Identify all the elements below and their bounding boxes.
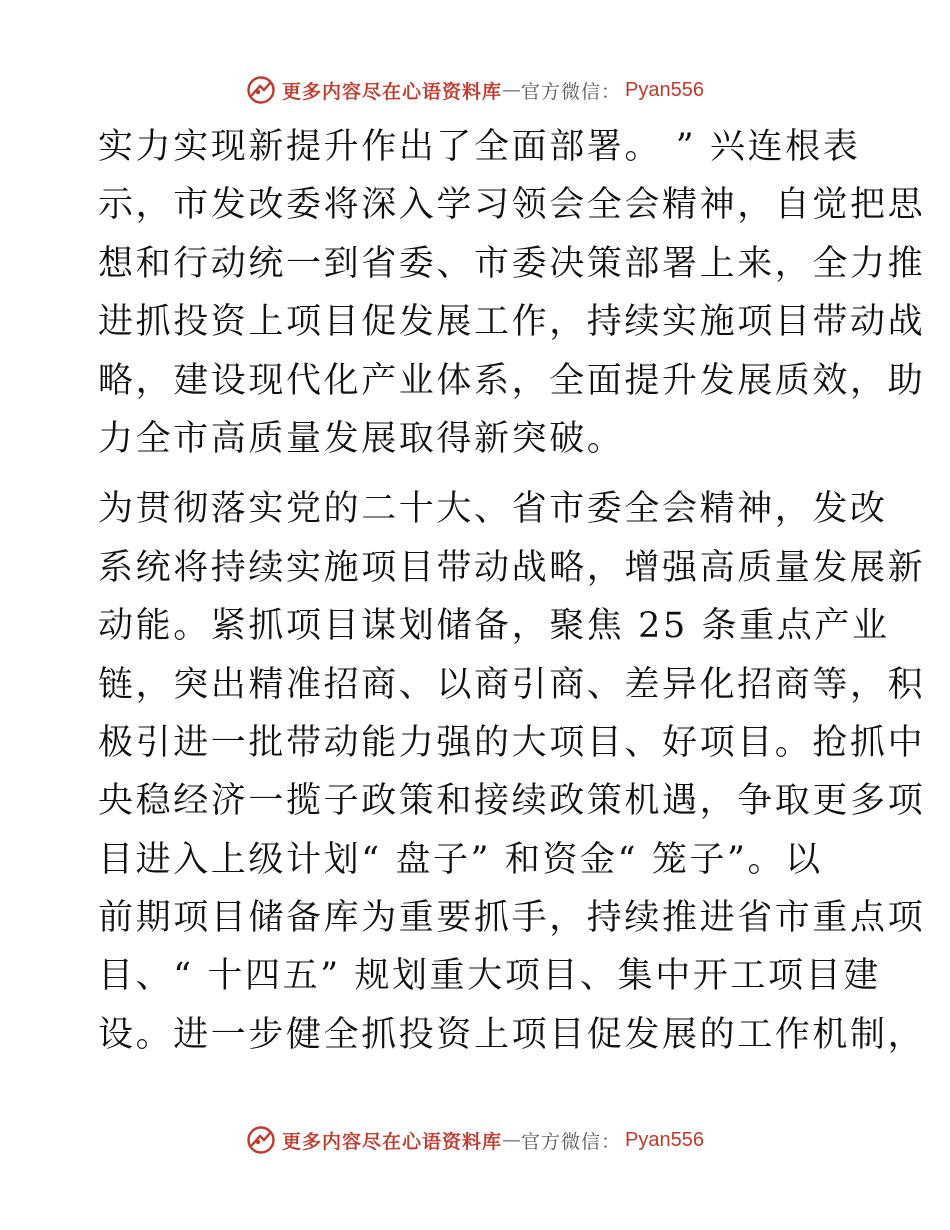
paragraph-gap — [98, 468, 858, 480]
text-line: 央稳经济一揽子政策和接续政策机遇，争取更多项 — [98, 781, 926, 822]
text-line: 略，建设现代化产业体系，全面提升发展质效，助 — [98, 360, 926, 401]
text-line: 想和行动统一到省委、市委决策部署上来，全力推 — [98, 243, 926, 284]
text-line: 目进入上级计划“ 盘子” 和资金“ 笼子”。以 — [98, 839, 823, 880]
paragraph-2 — [98, 480, 926, 1064]
brand-logo-icon — [246, 75, 276, 105]
text-line: 设。进一步健全抓投资上项目促发展的工作机制， — [98, 1014, 926, 1055]
text-line: 前期项目储备库为重要抓手，持续推进省市重点项 — [98, 898, 926, 939]
official-label: 官方微信： — [521, 1130, 622, 1153]
watermark-text: 更多内容尽在心语资料库 — [282, 80, 503, 103]
text-line: 极引进一批带动能力强的大项目、好项目。抢抓中 — [98, 722, 926, 763]
text-line: 动能。紧抓项目谋划储备，聚焦 25 条重点产业 — [98, 606, 890, 647]
document-body — [98, 118, 926, 1064]
text-line: 示，市发改委将深入学习领会全会精神，自觉把思 — [98, 185, 926, 226]
official-label: 官方微信： — [521, 80, 622, 103]
wechat-id: Pyan556 — [625, 1128, 704, 1151]
watermark-text: 更多内容尽在心语资料库 — [282, 1130, 503, 1153]
text-line: 进抓投资上项目促发展工作，持续实施项目带动战 — [98, 302, 926, 343]
text-line: 力全市高质量发展取得新突破。 — [98, 418, 625, 459]
footer-watermark — [0, 1120, 950, 1160]
text-line: 链，突出精准招商、以商引商、差异化招商等，积 — [98, 664, 926, 705]
text-line: 实力实现新提升作出了全面部署。 ” 兴连根表 — [98, 127, 861, 167]
header-watermark — [0, 70, 950, 110]
text-line: 目、“ 十四五” 规划重大项目、集中开工项目建 — [98, 956, 881, 997]
paragraph-1 — [98, 118, 926, 468]
brand-logo-icon — [246, 1125, 276, 1155]
text-line: 系统将持续实施项目带动战略，增强高质量发展新 — [98, 547, 926, 588]
wechat-id: Pyan556 — [625, 78, 704, 101]
text-line: 为贯彻落实党的二十大、省市委全会精神，发改 — [98, 489, 888, 530]
watermark-separator: — — [502, 1129, 522, 1151]
watermark-separator: — — [502, 79, 522, 101]
